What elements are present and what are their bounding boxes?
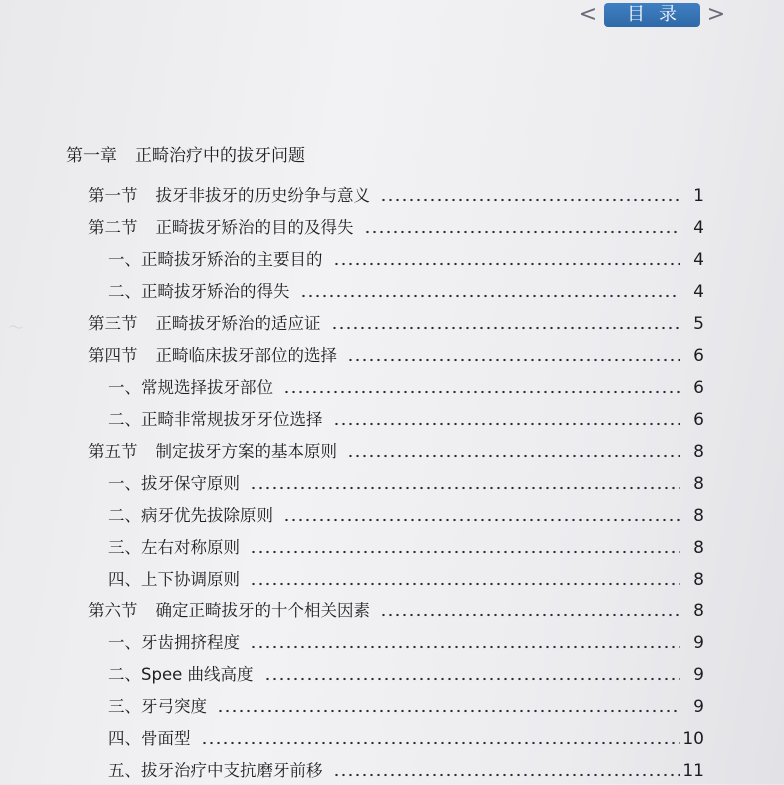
leader-dots [333,246,680,274]
toc-entry-title [108,757,323,785]
toc-subsection-row[interactable] [0,374,784,402]
toc-entry-number: 一、 [108,474,141,493]
toc-entry-text: 拔牙保守原则 [141,474,240,493]
leader-dots [333,406,680,434]
leader-dots [264,661,680,689]
toc-entry-title [108,661,254,689]
toc-entry-number: 第一节 [88,186,138,205]
toc-subsection-row[interactable] [0,661,784,689]
toc-entry-text: 正畸非常规拔牙牙位选择 [141,410,323,429]
toc-entry-number: 一、 [108,633,141,652]
toc-entry-text: 拔牙非拔牙的历史纷争与意义 [155,186,370,205]
toc-entry-text: 牙齿拥挤程度 [141,633,240,652]
toc-subsection-row[interactable] [0,725,784,753]
toc-entry-text: 确定正畸拔牙的十个相关因素 [155,601,370,620]
toc-entry-title [88,597,370,625]
toc-subsection-row[interactable] [0,502,784,530]
toc-entry-number: 二、 [108,506,141,525]
toc-entry-text: Spee 曲线高度 [141,665,254,684]
chapter-number: 第一章 [66,146,117,166]
toc-entry-number: 三、 [108,538,141,557]
toc-entry-number: 二、 [108,665,141,684]
leader-dots [333,757,680,785]
leader-dots [364,214,680,242]
toc-entry-text: 上下协调原则 [141,570,240,589]
toc-page-number: 8 [693,506,704,526]
bleed-through-text: ～ [8,318,25,337]
toc-subsection-row[interactable] [0,566,784,594]
toc-entry-text: 正畸临床拔牙部位的选择 [155,346,337,365]
toc-entry-text: 制定拔牙方案的基本原则 [155,442,337,461]
toc-entry-title [88,342,337,370]
toc-page-number: 9 [693,697,704,717]
toc-entry-title [108,629,240,657]
toc-entry-title [108,246,323,274]
toc-entry-text: 拔牙治疗中支抗磨牙前移 [141,761,323,780]
toc-page-number: 5 [693,314,704,334]
toc-page-number: 6 [693,410,704,430]
toc-entry-number: 一、 [108,250,141,269]
leader-dots [300,278,680,306]
toc-entry-text: 牙弓突度 [141,697,207,716]
toc-section-row[interactable] [0,182,784,210]
toc-subsection-row[interactable] [0,629,784,657]
toc-subsection-row[interactable] [0,534,784,562]
toc-entry-text: 病牙优先拔除原则 [141,506,273,525]
toc-subsection-row[interactable] [0,757,784,785]
leader-dots [250,534,680,562]
toc-entry-text: 正畸拔牙矫治的目的及得失 [155,218,354,237]
toc-entry-title [108,502,273,530]
toc-section-row[interactable] [0,310,784,338]
toc-entry-number: 四、 [108,729,141,748]
toc-page-number: 4 [693,282,704,302]
toc-subsection-row[interactable] [0,470,784,498]
toc-entry-number: 第六节 [88,601,138,620]
toc-page-number: 8 [693,474,704,494]
toc-entry-number: 一、 [108,378,141,397]
toc-entry-number: 二、 [108,410,141,429]
toc-page-number: 8 [693,538,704,558]
toc-page-number: 4 [693,250,704,270]
toc-page-number: 8 [693,570,704,590]
toc-entry-title [88,182,370,210]
toc-entry-title [88,214,354,242]
toc-entry-text: 正畸拔牙矫治的主要目的 [141,250,323,269]
toc-entry-number: 五、 [108,761,141,780]
leader-dots [380,597,680,625]
toc-entry-text: 正畸拔牙矫治的适应证 [155,314,321,333]
toc-entry-title [108,470,240,498]
toc-entry-text: 正畸拔牙矫治的得失 [141,282,290,301]
toc-entry-title [108,406,323,434]
leader-dots [380,182,680,210]
toc-entry-title [108,725,191,753]
leader-dots [201,725,680,753]
leader-dots [347,438,680,466]
toc-entry-number: 三、 [108,697,141,716]
prev-arrow-icon[interactable]: < [578,2,598,27]
toc-entry-title [108,566,240,594]
toc-nav [578,2,726,28]
toc-page-number: 1 [693,186,704,206]
leader-dots [250,566,680,594]
toc-entry-number: 第四节 [88,346,138,365]
toc-entry-title [108,693,207,721]
toc-entry-text: 左右对称原则 [141,538,240,557]
leader-dots [250,629,680,657]
toc-entry-title [108,278,290,306]
toc-entry-title [108,374,273,402]
toc-entry-text: 常规选择拔牙部位 [141,378,273,397]
chapter-heading [0,142,784,170]
toc-entry-number: 第五节 [88,442,138,461]
toc-entry-number: 第三节 [88,314,138,333]
toc-page-number: 9 [693,633,704,653]
toc-section-row[interactable] [0,214,784,242]
chapter-title: 正畸治疗中的拔牙问题 [135,146,305,166]
toc-page-number: 6 [693,346,704,366]
toc-entry-number: 第二节 [88,218,138,237]
toc-section-row[interactable] [0,438,784,466]
leader-dots [283,502,680,530]
toc-entry-title [88,310,321,338]
toc-section-row[interactable] [0,342,784,370]
leader-dots [250,470,680,498]
toc-entry-title [88,438,337,466]
leader-dots [331,310,680,338]
leader-dots [217,693,680,721]
toc-page-number: 8 [693,442,704,462]
toc-page-number: 4 [693,218,704,238]
toc-page-number: 8 [693,601,704,621]
toc-page-number: 9 [693,665,704,685]
leader-dots [347,342,680,370]
toc-subsection-row[interactable] [0,246,784,274]
toc-subsection-row[interactable] [0,406,784,434]
toc-page-number: 6 [693,378,704,398]
toc-subsection-row[interactable] [0,693,784,721]
next-arrow-icon[interactable]: > [706,2,726,27]
toc-entry-title [108,534,240,562]
toc-section-row[interactable] [0,597,784,625]
toc-subsection-row[interactable] [0,278,784,306]
toc-page-number: 10 [682,729,704,749]
toc-entry-number: 四、 [108,570,141,589]
toc-entry-text: 骨面型 [141,729,191,748]
leader-dots [283,374,680,402]
toc-entry-number: 二、 [108,282,141,301]
toc-page-number: 11 [682,761,704,781]
toc-badge: 目录 [604,3,700,27]
